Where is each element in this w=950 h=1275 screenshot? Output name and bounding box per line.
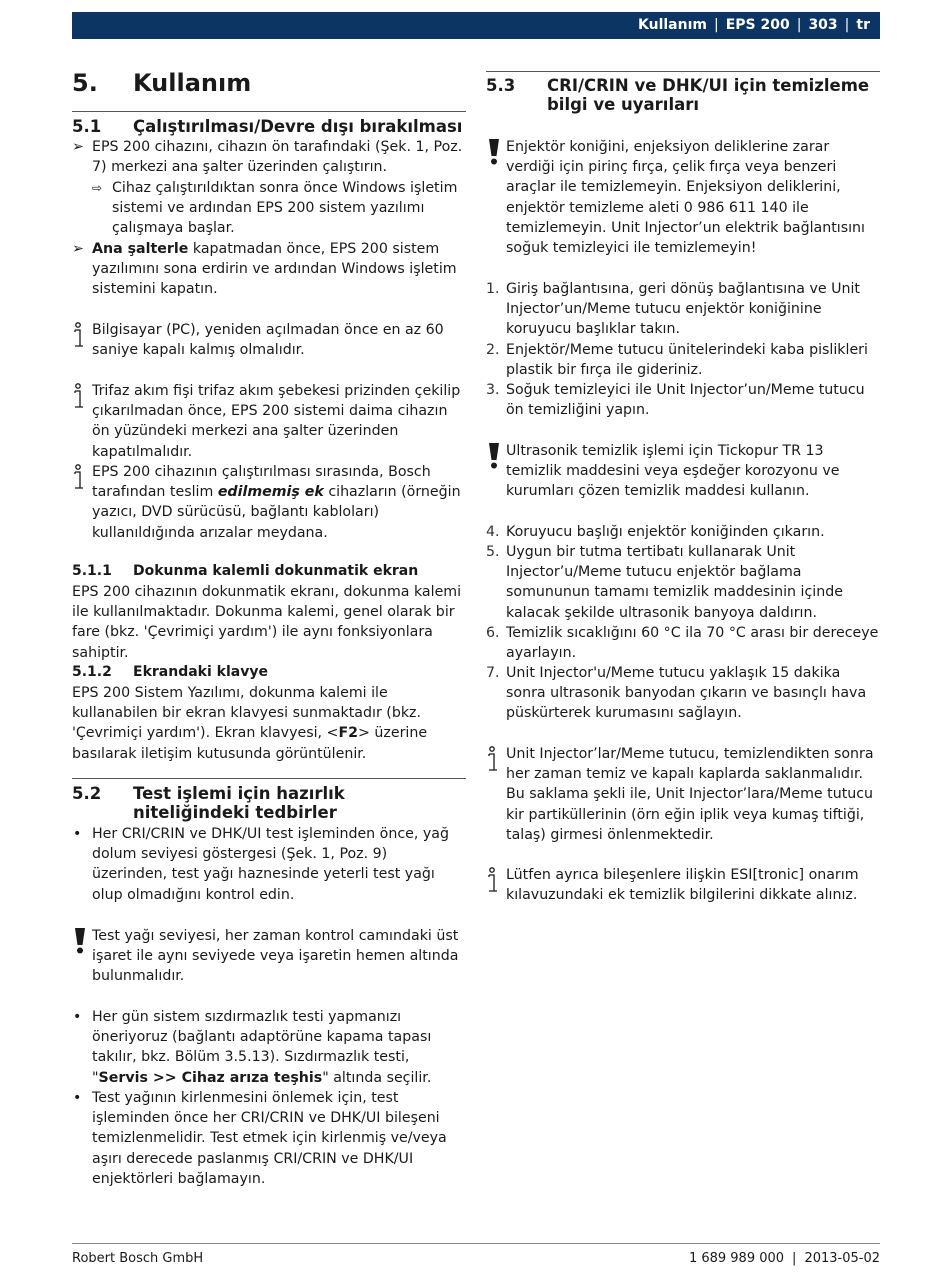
step-number: 5. xyxy=(486,544,500,560)
paragraph: EPS 200 cihazının dokunmatik ekranı, dokunma kalemi ile kullanılmaktadır. Dokunma kalemi, genel olarak bir fare (bkz. 'Çevrimiçi yardım') ile aynı fonksiyonlara sahiptir. xyxy=(72,584,462,661)
footer-date: 2013-05-02 xyxy=(804,1251,880,1266)
bullet-icon: • xyxy=(73,826,82,842)
info-text: Lütfen ayrıca bileşenlere ilişkin ESI[tronic] onarım kılavuzundaki ek temizlik bilgilerini dikkate alınız. xyxy=(506,867,859,904)
info-icon xyxy=(486,867,502,895)
chapter-title: 5. Kullanım xyxy=(72,69,252,97)
info-icon xyxy=(72,322,88,350)
info-text: Bilgisayar (PC), yeniden açılmadan önce en az 60 saniye kapalı kalmış olmalıdır. xyxy=(92,322,444,359)
step-text: Soğuk temizleyici ile Unit Injector’un/Meme tutucu ön temizliğini yapın. xyxy=(506,382,865,419)
footer-info: 1 689 989 000 | 2013-05-02 xyxy=(688,1251,880,1266)
bullet-text: Her CRI/CRIN ve DHK/UI test işleminden önce, yağ dolum seviyesi göstergesi (Şek. 1, Poz. 9) üzerinden, test yağı haznesinde yeterli test yağı olup olmadığını kontrol edin. xyxy=(92,826,449,903)
info-text: EPS 200 cihazının çalıştırılması sırasında, Bosch tarafından teslim edilmemiş ek cihazların (örneğin yazıcı, DVD sürücüsü, bağlantı kabloları) kullanıldığında arızalar meydana. xyxy=(92,464,461,541)
bullet-text: Her gün sistem sızdırmazlık testi yapmanızı öneriyoruz (bağlantı adaptörüne kapama tapası takılır, bkz. Bölüm 3.5.13). Sızdırmazlık testi, "Servis >> Cihaz arıza teşhis" altında seçilir. xyxy=(92,1009,432,1086)
step-number: 3. xyxy=(486,382,500,398)
step-text: Koruyucu başlığı enjektör koniğinden çıkarın. xyxy=(506,524,825,540)
arrow-step-icon: ➢ xyxy=(72,139,84,155)
divider xyxy=(486,71,880,72)
footer-company: Robert Bosch GmbH xyxy=(72,1251,204,1266)
info-text: Unit Injector’lar/Meme tutucu, temizlendikten sonra her zaman temiz ve kapalı kaplarda saklanmalıdır. Bu saklama şekli ile, Unit Injector’lara/Meme tutucu kir partiküllerinin (örn eğin iplik veya kumaş tiftiği, talaş) girmesi önlenmektedir. xyxy=(506,746,874,843)
step-text: Temizlik sıcaklığını 60 °C ila 70 °C arası bir dereceye ayarlayın. xyxy=(506,625,879,662)
info-icon xyxy=(72,383,88,411)
step-number: 6. xyxy=(486,625,500,641)
section-5-3-heading: 5.3 CRI/CRIN ve DHK/UI için temizleme bilgi ve uyarıları xyxy=(486,76,870,114)
section-5-1-2-heading: 5.1.2 Ekrandaki klavye xyxy=(72,664,268,680)
step-text: Ana şalterle kapatmadan önce, EPS 200 sistem yazılımını sona erdirin ve ardından Windows işletim sistemini kapatın. xyxy=(92,241,457,298)
exclamation-icon xyxy=(486,138,502,166)
footer-document-number: 1 689 989 000 xyxy=(688,1251,785,1266)
step-text: Enjektör/Meme tutucu ünitelerindeki kaba pislikleri plastik bir fırça ile gideriniz. xyxy=(506,342,868,379)
step-text: Uygun bir tutma tertibatı kullanarak Unit Injector’u/Meme tutucu enjektör bağlama somununun tamamı temizlik maddesinin içinde kalacak şekilde ultrasonik banyoya daldırın. xyxy=(506,544,843,621)
bullet-text: Test yağının kirlenmesini önlemek için, test işleminden önce her CRI/CRIN ve DHK/UI bileşeni temizlenmelidir. Test etmek için kirlenmiş ve/veya aşırı derecede paslanmış CRI/CRIN ve DHK/UI enjektörleri bağlamayın. xyxy=(92,1090,447,1187)
header-text: Kullanım | EPS 200 | 303 | tr xyxy=(638,17,870,33)
warning-text: Ultrasonik temizlik işlemi için Tickopur TR 13 temizlik maddesini veya eşdeğer korozyonu ve kurumları çözen temizlik maddesi kullanın. xyxy=(506,443,840,500)
divider xyxy=(72,778,466,779)
section-5-2-heading: 5.2 Test işlemi için hazırlık niteliğindeki tedbirler xyxy=(72,784,345,822)
step-text: Unit Injector'u/Meme tutucu yaklaşık 15 dakika sonra ultrasonik banyodan çıkarın ve basınçlı hava püskürterek kurumasını sağlayın. xyxy=(506,665,867,722)
step-number: 4. xyxy=(486,524,500,540)
warning-text: Enjektör koniğini, enjeksiyon deliklerine zarar verdiği için pirinç fırça, çelik fırça veya benzeri araçlar ile temizlemeyin. Enjeksiyon deliklerini, enjektör temizleme aleti 0 986 611 140 ile temizlemeyin. Unit Injector’un elektrik bağlantısını soğuk temizleyici ile temizlemeyin! xyxy=(506,139,865,257)
warning-text: Test yağı seviyesi, her zaman kontrol camındaki üst işaret ile aynı seviyede veya işaretin hemen altında bulunmalıdır. xyxy=(92,928,459,985)
step-number: 7. xyxy=(486,665,500,681)
result-text: Cihaz çalıştırıldıktan sonra önce Windows işletim sistemi ve ardından EPS 200 sistem yazılımı çalışmaya başlar. xyxy=(112,180,458,237)
arrow-step-icon: ➢ xyxy=(72,241,84,257)
info-text: Trifaz akım fişi trifaz akım şebekesi prizinden çekilip çıkarılmadan önce, EPS 200 sistemi daima cihazın ön yüzündeki merkezi ana şalter üzerinden kapatılmalıdır. xyxy=(92,383,461,460)
bullet-icon: • xyxy=(73,1009,82,1025)
result-arrow-icon: ⇨ xyxy=(92,181,103,195)
bullet-icon: • xyxy=(73,1090,82,1106)
footer-divider xyxy=(72,1243,880,1244)
header-product: EPS 200 xyxy=(725,17,790,33)
exclamation-icon xyxy=(72,927,88,955)
exclamation-icon xyxy=(486,442,502,470)
info-icon xyxy=(486,746,502,774)
step-text: EPS 200 cihazını, cihazın ön tarafındaki (Şek. 1, Poz. 7) merkezi ana şalter üzerinden çalıştırın. xyxy=(92,139,463,176)
info-icon xyxy=(72,464,88,492)
header-section: Kullanım xyxy=(638,17,707,33)
section-5-1-heading: 5.1 Çalıştırılması/Devre dışı bırakılması xyxy=(72,117,463,136)
step-number: 2. xyxy=(486,342,500,358)
section-5-1-1-heading: 5.1.1 Dokunma kalemli dokunmatik ekran xyxy=(72,563,419,579)
step-number: 1. xyxy=(486,281,500,297)
divider xyxy=(72,111,466,112)
step-text: Giriş bağlantısına, geri dönüş bağlantısına ve Unit Injector’un/Meme tutucu enjektör koniğinine koruyucu başlıklar takın. xyxy=(506,281,860,338)
paragraph: EPS 200 Sistem Yazılımı, dokunma kalemi ile kullanabilen bir ekran klavyesi sunmaktadır (bkz. 'Çevrimiçi yardım'). Ekran klavyesi, <F2> üzerine basılarak iletişim kutusunda görüntülenir. xyxy=(72,685,428,762)
header-page-number: 303 xyxy=(808,17,838,33)
header-bar xyxy=(72,12,880,39)
header-language: tr xyxy=(856,17,870,33)
